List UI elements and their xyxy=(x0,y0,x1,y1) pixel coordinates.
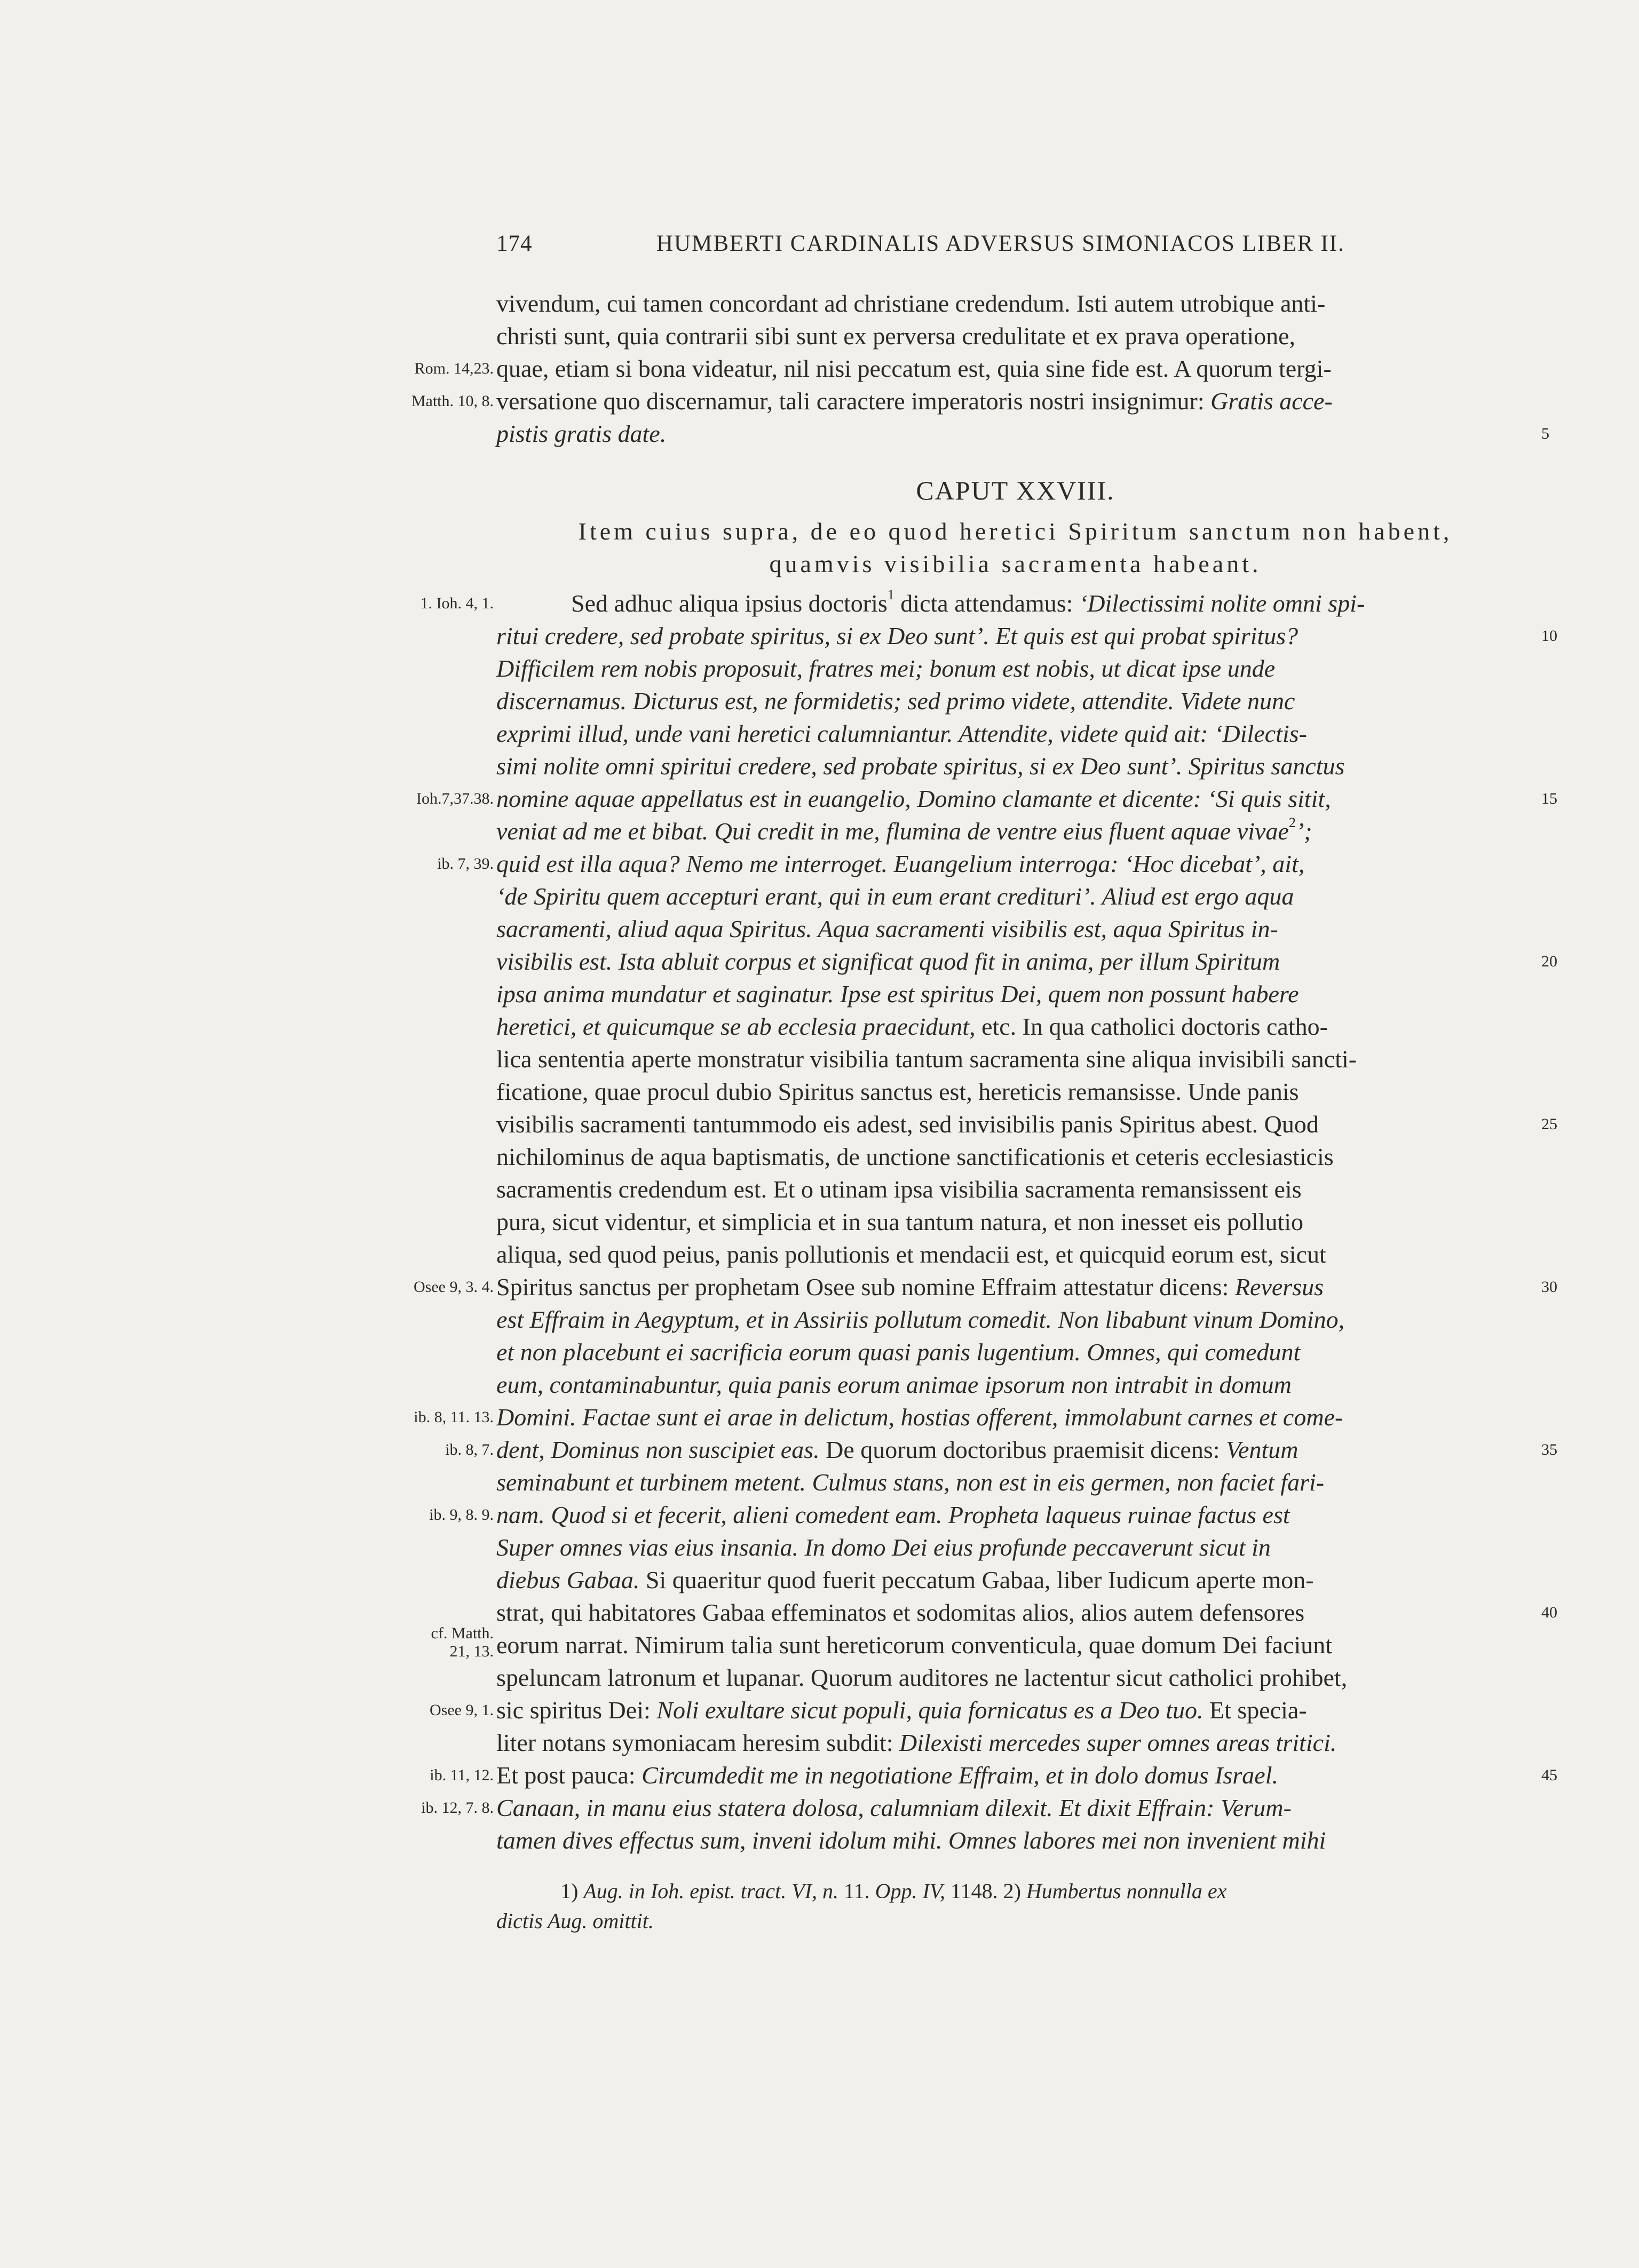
line-content xyxy=(496,1661,1347,1694)
text-line xyxy=(496,1206,1534,1238)
margin-reference-part: cf. Matth. xyxy=(431,1624,494,1642)
text-line xyxy=(496,782,1534,815)
text-line xyxy=(496,1075,1534,1108)
italic-text: heretici, et quicumque se ab ecclesia praecidunt xyxy=(496,1013,970,1040)
text-line xyxy=(496,913,1534,945)
line-content xyxy=(496,685,1295,717)
text-line xyxy=(496,1010,1534,1043)
italic-text: eum, contaminabuntur, quia panis eorum animae ipsorum non intrabit in domum xyxy=(496,1371,1292,1398)
text-line xyxy=(496,385,1534,417)
line-content xyxy=(496,1531,1271,1564)
text-line xyxy=(496,1629,1534,1661)
line-number: 30 xyxy=(1541,1278,1557,1296)
italic-text: sacramenti, aliud aqua Spiritus. Aqua sacramenti visibilis est, aqua Spiritus in- xyxy=(496,915,1278,942)
text-segment: visibilis sacramenti tantummodo eis adest, sed invisibilis panis Spiritus abest. Quod xyxy=(496,1111,1319,1138)
text-segment: liter notans symoniacam heresim subdit: xyxy=(496,1729,900,1756)
line-number: 25 xyxy=(1541,1115,1557,1133)
text-line xyxy=(496,1596,1534,1629)
italic-text: tamen dives effectus sum, inveni idolum mihi. Omnes labores mei non invenient mihi xyxy=(496,1827,1326,1854)
footnote-ref: 1 xyxy=(887,587,894,602)
text-line xyxy=(496,1140,1534,1173)
text-segment: Et specia- xyxy=(1209,1696,1307,1724)
italic-text: Noli exultare sicut populi, quia fornicatus es a Deo tuo. xyxy=(656,1696,1210,1724)
text-line xyxy=(496,287,1534,320)
text-line xyxy=(496,320,1534,352)
text-segment: 1148. 2) xyxy=(951,1879,1026,1903)
italic-text: Circumdedit me in negotiatione Effraim, et in dolo domus Israel. xyxy=(642,1762,1278,1789)
italic-text: Ventum xyxy=(1226,1436,1298,1463)
chapter-subtitle-line: quamvis visibilia sacramenta habeant. xyxy=(769,550,1262,577)
italic-text: ritui credere, sed probate spiritus, si ex Deo sunt’. Et quis est qui probat spiritus? xyxy=(496,622,1298,649)
italic-text: Domini. Factae sunt ei arae in delictum, hostias offerent, immolabunt carnes et come- xyxy=(496,1403,1343,1431)
text-segment: christi sunt, quia contrarii sibi sunt ex perversa credulitate et ex prava operatione, xyxy=(496,322,1296,350)
text-segment: aliqua, sed quod peius, panis pollutionis et mendacii est, et quicquid eorum est, sicut xyxy=(496,1241,1326,1268)
margin-reference: ib. 8, 11. 13. xyxy=(414,1408,494,1426)
italic-text: pistis gratis date. xyxy=(496,420,667,447)
text-line xyxy=(496,880,1534,913)
margin-reference: 1. Ioh. 4, 1. xyxy=(420,594,494,612)
margin-reference: ib. 12, 7. 8. xyxy=(421,1799,494,1817)
line-content xyxy=(496,1140,1334,1173)
text-line xyxy=(496,1368,1534,1401)
text-line xyxy=(496,1238,1534,1271)
margin-reference: Rom. 14,23. xyxy=(414,360,494,377)
line-content xyxy=(496,1498,1290,1531)
text-segment: dicta attendamus: xyxy=(894,590,1079,617)
italic-text: et non placebunt ei sacrificia eorum quasi panis lugentium. Omnes, qui comedunt xyxy=(496,1338,1301,1366)
text-line xyxy=(496,1433,1534,1466)
italic-text: ’; xyxy=(1295,818,1312,845)
line-number: 35 xyxy=(1541,1441,1557,1458)
margin-reference: Ioh.7,37.38. xyxy=(416,790,494,807)
text-line xyxy=(496,717,1534,750)
margin-reference: ib. 11, 12. xyxy=(430,1766,494,1784)
italic-text: Aug. in Ioh. epist. tract. VI, n. xyxy=(583,1879,844,1903)
text-line xyxy=(496,1791,1534,1824)
text-line xyxy=(496,1466,1534,1498)
italic-text: Humbertus nonnulla ex xyxy=(1026,1879,1227,1903)
text-segment: speluncam latronum et lupanar. Quorum auditores ne lactentur sicut catholici prohibet, xyxy=(496,1664,1348,1691)
text-segment: vivendum, cui tamen concordant ad christiane credendum. Isti autem utrobique anti- xyxy=(496,290,1326,317)
line-content xyxy=(496,1824,1326,1857)
text-segment: eorum narrat. Nimirum talia sunt hereticorum conventicula, quae domum Dei faciunt xyxy=(496,1631,1333,1659)
line-number: 20 xyxy=(1541,953,1557,970)
text-line xyxy=(496,1303,1534,1336)
line-number: 5 xyxy=(1541,425,1549,442)
line-content xyxy=(496,352,1332,385)
italic-text: Canaan, in manu eius statera dolosa, calumniam dilexit. Et dixit Effrain: Verum- xyxy=(496,1794,1292,1821)
italic-text: Dilexisti mercedes super omnes areas tritici. xyxy=(899,1729,1337,1756)
margin-reference: Osee 9, 1. xyxy=(430,1701,494,1719)
line-number: 10 xyxy=(1541,627,1557,645)
line-number: 45 xyxy=(1541,1766,1557,1784)
text-line xyxy=(496,815,1534,847)
italic-text: exprimi illud, unde vani heretici calumniantur. Attendite, videte quid ait: ‘Dilectis- xyxy=(496,720,1307,747)
line-content xyxy=(496,1206,1303,1238)
text-line xyxy=(496,847,1534,880)
italic-text: Difficilem rem nobis proposuit, fratres mei; bonum est nobis, ut dicat ipse unde xyxy=(496,655,1276,682)
text-segment: sic spiritus Dei: xyxy=(496,1696,657,1724)
line-content xyxy=(496,1596,1304,1629)
italic-text: Gratis acce- xyxy=(1210,387,1333,415)
italic-text: nomine aquae appellatus est in euangelio, Domino clamante et dicente: ‘Si quis sitit, xyxy=(496,785,1331,812)
text-line xyxy=(496,1043,1534,1075)
italic-text: ipsa anima mundatur et saginatur. Ipse est spiritus Dei, quem non possunt habere xyxy=(496,980,1299,1008)
italic-text: ‘de Spiritu quem accepturi erant, qui in eum erant credituri’. Aliud est ergo aqua xyxy=(496,883,1294,910)
text-segment: , etc. In qua catholici doctoris catho- xyxy=(969,1013,1328,1040)
text-segment: De quorum doctoribus praemisit dicens: xyxy=(826,1436,1226,1463)
running-header xyxy=(496,231,1374,268)
text-line xyxy=(496,1271,1534,1303)
line-content xyxy=(496,1401,1343,1433)
text-segment: 11. xyxy=(844,1879,875,1903)
footnote-content xyxy=(496,1909,654,1933)
text-segment: ficatione, quae procul dubio Spiritus sanctus est, hereticis remansisse. Unde panis xyxy=(496,1078,1299,1105)
line-content xyxy=(496,287,1325,320)
line-content xyxy=(496,1173,1302,1206)
line-content xyxy=(496,1368,1292,1401)
footnote-line xyxy=(496,1876,1534,1906)
line-content xyxy=(496,1303,1344,1336)
text-line xyxy=(496,1498,1534,1531)
italic-text: visibilis est. Ista abluit corpus et significat quod fit in anima, per illum Spiritum xyxy=(496,948,1280,975)
text-line xyxy=(496,1108,1534,1140)
line-content xyxy=(496,417,666,450)
margin-reference: ib. 7, 39. xyxy=(437,855,494,873)
line-content xyxy=(496,1336,1300,1368)
page-number: 174 xyxy=(496,231,533,256)
text-segment: sacramentis credendum est. Et o utinam ipsa visibilia sacramenta remansissent eis xyxy=(496,1176,1302,1203)
text-line xyxy=(496,1336,1534,1368)
line-content xyxy=(496,978,1299,1010)
line-content xyxy=(571,587,1365,620)
line-content xyxy=(496,945,1280,978)
text-segment: nichilominus de aqua baptismatis, de unctione sanctificationis et ceteris ecclesiasticis xyxy=(496,1143,1334,1170)
italic-text: est Effraim in Aegyptum, et in Assiriis pollutum comedit. Non libabunt vinum Domino, xyxy=(496,1306,1345,1333)
italic-text: Opp. IV, xyxy=(875,1879,951,1903)
text-line xyxy=(496,1401,1534,1433)
margin-reference: ib. 8, 7. xyxy=(445,1441,494,1458)
chapter-subtitle-line: Item cuius supra, de eo quod heretici Spiritum sanctum non habent, xyxy=(578,518,1453,545)
text-line xyxy=(496,587,1534,620)
margin-reference: Osee 9, 3. 4. xyxy=(414,1278,494,1296)
text-segment: pura, sicut videntur, et simplicia et in sua tantum natura, et non inesset eis pollutio xyxy=(496,1208,1304,1235)
line-content xyxy=(496,1010,1328,1043)
text-segment: 1) xyxy=(560,1879,584,1903)
italic-text: simi nolite omni spiritui credere, sed probate spiritus, si ex Deo sunt’. Spiritus sanctus xyxy=(496,752,1345,780)
line-content xyxy=(496,1694,1307,1726)
italic-text: Reversus xyxy=(1234,1273,1324,1300)
italic-text: ‘Dilectissimi nolite omni spi- xyxy=(1079,590,1365,617)
margin-reference-part: 21, 13. xyxy=(449,1643,494,1660)
text-segment: Sed adhuc aliqua ipsius doctoris xyxy=(571,590,888,617)
line-content xyxy=(496,1108,1319,1140)
italic-text: dent, Dominus non suscipiet eas. xyxy=(496,1436,826,1463)
footnote-ref: 2 xyxy=(1288,815,1296,830)
italic-text: dictis Aug. omittit. xyxy=(496,1909,654,1933)
line-content xyxy=(496,385,1333,417)
italic-text: veniat ad me et bibat. Qui credit in me, flumina de ventre eius fluent aquae vivae xyxy=(496,818,1289,845)
margin-reference: ib. 9, 8. 9. xyxy=(429,1506,494,1524)
line-content xyxy=(496,320,1295,352)
italic-text: Super omnes vias eius insania. In domo Dei eius profunde peccaverunt sicut in xyxy=(496,1534,1271,1561)
margin-reference: Matth. 10, 8. xyxy=(411,392,494,410)
text-line xyxy=(496,352,1534,385)
footnote-content xyxy=(560,1879,1226,1903)
text-segment: strat, qui habitatores Gabaa effeminatos et sodomitas alios, alios autem defensores xyxy=(496,1599,1305,1626)
footnote-line xyxy=(496,1906,1534,1936)
text-segment: lica sententia aperte monstratur visibilia tantum sacramenta sine aliqua invisibili sancti- xyxy=(496,1045,1357,1073)
line-content xyxy=(496,1433,1298,1466)
text-line xyxy=(496,1173,1534,1206)
line-content xyxy=(496,717,1307,750)
text-segment: Si quaeritur quod fuerit peccatum Gabaa, liber Iudicum aperte mon- xyxy=(645,1566,1314,1593)
line-content xyxy=(496,880,1294,913)
text-line xyxy=(496,620,1534,652)
text-line xyxy=(496,1824,1534,1857)
line-content xyxy=(496,847,1304,880)
text-segment: quae, etiam si bona videatur, nil nisi peccatum est, quia sine fide est. A quorum tergi- xyxy=(496,355,1332,382)
line-number: 15 xyxy=(1541,790,1557,807)
italic-text: diebus Gabaa. xyxy=(496,1566,646,1593)
line-content xyxy=(496,1043,1357,1075)
chapter-title: CAPUT XXVIII. xyxy=(916,475,1115,505)
line-content xyxy=(496,1238,1326,1271)
text-line xyxy=(496,1531,1534,1564)
text-segment: Et post pauca: xyxy=(496,1762,642,1789)
line-content xyxy=(496,1726,1336,1759)
line-content xyxy=(496,652,1275,685)
line-content xyxy=(496,815,1312,847)
text-line xyxy=(496,1694,1534,1726)
line-content xyxy=(496,1564,1314,1596)
line-number: 40 xyxy=(1541,1604,1557,1621)
line-content xyxy=(496,1629,1332,1661)
italic-text: seminabunt et turbinem metent. Culmus stans, non est in eis germen, non faciet fari- xyxy=(496,1469,1325,1496)
text-line xyxy=(496,945,1534,978)
text-line xyxy=(496,1564,1534,1596)
text-line xyxy=(496,685,1534,717)
text-line xyxy=(496,652,1534,685)
line-content xyxy=(496,750,1344,782)
text-line xyxy=(496,978,1534,1010)
text-line xyxy=(496,750,1534,782)
margin-reference xyxy=(374,1624,494,1662)
line-content xyxy=(496,1466,1324,1498)
text-line xyxy=(496,1661,1534,1694)
italic-text: quid est illa aqua? Nemo me interroget. Euangelium interroga: ‘Hoc dicebat’, ait, xyxy=(496,850,1305,877)
line-content xyxy=(496,913,1278,945)
running-title: HUMBERTI CARDINALIS ADVERSUS SIMONIACOS LIBER II. xyxy=(656,231,1345,256)
line-content xyxy=(496,620,1298,652)
text-line xyxy=(496,1726,1534,1759)
line-content xyxy=(496,1791,1292,1824)
text-line xyxy=(496,417,1534,450)
line-content xyxy=(496,1271,1324,1303)
text-segment: versatione quo discernamur, tali caractere imperatoris nostri insignimur: xyxy=(496,387,1211,415)
italic-text: discernamus. Dicturus est, ne formidetis; sed primo videte, attendite. Videte nunc xyxy=(496,687,1295,715)
text-segment: Spiritus sanctus per prophetam Osee sub nomine Effraim attestatur dicens: xyxy=(496,1273,1235,1300)
line-content xyxy=(496,1759,1278,1791)
italic-text: nam. Quod si et fecerit, alieni comedent eam. Propheta laqueus ruinae factus est xyxy=(496,1501,1290,1528)
line-content xyxy=(496,782,1331,815)
text-line xyxy=(496,1759,1534,1791)
line-content xyxy=(496,1075,1299,1108)
